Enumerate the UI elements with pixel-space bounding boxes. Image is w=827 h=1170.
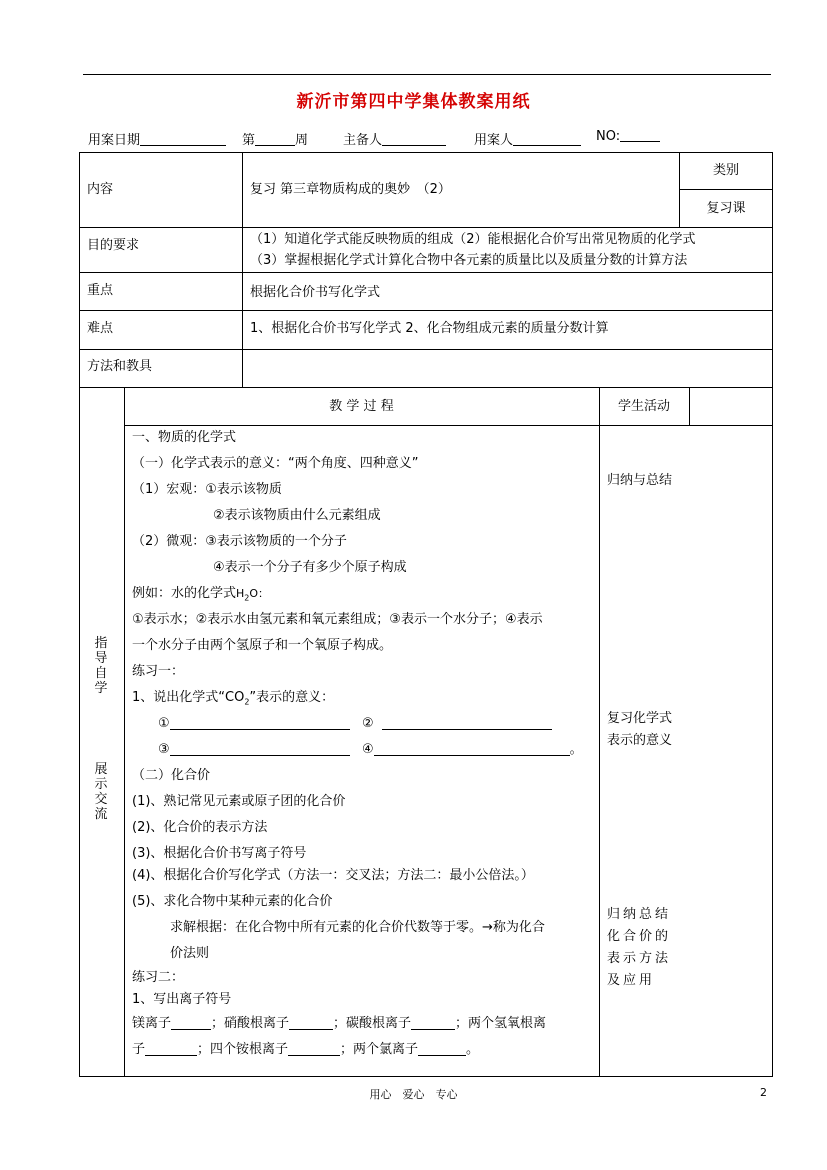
process-line: （1）宏观：①表示该物质 [132, 482, 282, 497]
ion-exercise-line: 镁离子 ；硝酸根离子 ；碳酸根离子 ；两个氢氧根离 [132, 1016, 547, 1031]
answer-blank[interactable] [288, 1042, 340, 1056]
no-label: NO: [596, 129, 621, 144]
process-line: (3)、根据化合价书写离子符号 [132, 846, 307, 861]
answer-blank[interactable] [411, 1016, 455, 1030]
student-activity-header: 学生活动 [617, 399, 670, 414]
process-line: ④表示一个分子有多少个原子构成 [213, 560, 407, 575]
student-activity-1: 归纳与总结 [607, 473, 673, 488]
no-group [596, 129, 660, 144]
category-value: 复习课 [706, 201, 746, 216]
process-line: 1、说出化学式“$CO_2$”表示的意义： [132, 690, 335, 707]
process-line: (1)、熟记常见元素或原子团的化合价 [132, 794, 346, 809]
process-line: (2)、化合价的表示方法 [132, 820, 268, 835]
process-line: 1、写出离子符号 [132, 992, 232, 1007]
user-group [474, 129, 581, 148]
week-suffix: 周 [295, 133, 309, 148]
content-label: 内容 [87, 182, 114, 197]
answer-blank[interactable] [170, 742, 350, 756]
student-activity-3: 归纳总结化合价的表示方法及应用 [607, 907, 672, 988]
key-point-label: 重点 [87, 283, 114, 298]
process-line: 例如：水的化学式$H_2O$： [132, 586, 270, 603]
category-label: 类别 [712, 163, 739, 178]
preparer-group [343, 129, 446, 148]
no-field[interactable] [620, 129, 660, 142]
process-line: (4)、根据化合价写化学式（方法一：交叉法；方法二：最小公倍法。） [132, 868, 534, 883]
content-value: 复习 第三章物质构成的奥妙 （2） [250, 182, 451, 197]
process-line: （一）化学式表示的意义：“两个角度、四种意义” [132, 456, 419, 471]
process-line: （二）化合价 [132, 768, 211, 783]
exercise-blank-row: ④ 。 [362, 742, 583, 757]
date-field[interactable] [140, 133, 226, 146]
answer-blank[interactable] [418, 1042, 466, 1056]
process-line: 练习二： [132, 970, 185, 985]
process-line: （2）微观：③表示该物质的一个分子 [132, 534, 347, 549]
side-label-guide: 指 导 自 学 [94, 636, 108, 696]
ion-exercise-line: 子 ；四个铵根离子 ；两个氯离子 。 [132, 1042, 480, 1057]
preparer-field[interactable] [382, 133, 446, 146]
exercise-blank-row: ① [158, 714, 350, 733]
week-field[interactable] [255, 133, 295, 146]
top-rule [83, 74, 771, 75]
preparer-label: 主备人 [343, 133, 383, 148]
meta-row [88, 129, 226, 148]
answer-blank[interactable] [289, 1016, 333, 1030]
user-field[interactable] [513, 133, 581, 146]
answer-blank[interactable] [171, 1016, 211, 1030]
week-field-group [242, 129, 308, 148]
process-header: 教 学 过 程 [329, 399, 394, 414]
process-line: 求解根据：在化合物中所有元素的化合价代数等于零。→称为化合 [170, 920, 545, 935]
process-line: 一、物质的化学式 [132, 430, 237, 445]
difficulty-label: 难点 [87, 321, 114, 336]
process-line: (5)、求化合物中某种元素的化合价 [132, 894, 333, 909]
goal-line-1: （1）知道化学式能反映物质的组成（2）能根据化合价写出常见物质的化学式 [250, 232, 696, 247]
goal-label: 目的要求 [87, 238, 140, 253]
difficulty-value: 1、根据化合价书写化学式 2、化合物组成元素的质量分数计算 [250, 321, 609, 336]
week-prefix: 第 [242, 133, 256, 148]
answer-blank[interactable] [145, 1042, 197, 1056]
answer-blank[interactable] [374, 742, 570, 756]
student-activity-2: 复习化学式表示的意义 [607, 711, 673, 748]
exercise-blank-row: ② [362, 714, 552, 733]
answer-blank[interactable] [170, 716, 350, 730]
user-label: 用案人 [474, 133, 514, 148]
footer-motto: 用心 爱心 专心 [369, 1088, 458, 1101]
formula-h: H [236, 587, 245, 600]
answer-blank[interactable] [382, 716, 552, 730]
process-line: 价法则 [170, 946, 210, 961]
method-label: 方法和教具 [87, 359, 153, 374]
process-line: ①表示水；②表示水由氢元素和氧元素组成；③表示一个水分子；④表示 [132, 612, 543, 627]
date-label: 用案日期 [88, 133, 141, 148]
page-title: 新沂市第四中学集体教案用纸 [296, 92, 531, 112]
process-line: 练习一： [132, 664, 185, 679]
exercise-blank-row: ③ [158, 740, 350, 759]
page-number: 2 [760, 1086, 767, 1099]
goal-line-2: （3）掌握根据化学式计算化合物中各元素的质量比以及质量分数的计算方法 [250, 253, 688, 268]
key-point-value: 根据化合价书写化学式 [250, 285, 381, 300]
side-label-show: 展 示 交 流 [94, 762, 108, 822]
process-line: ②表示该物质由什么元素组成 [213, 508, 381, 523]
process-line: 一个水分子由两个氢原子和一个氧原子构成。 [132, 638, 393, 653]
